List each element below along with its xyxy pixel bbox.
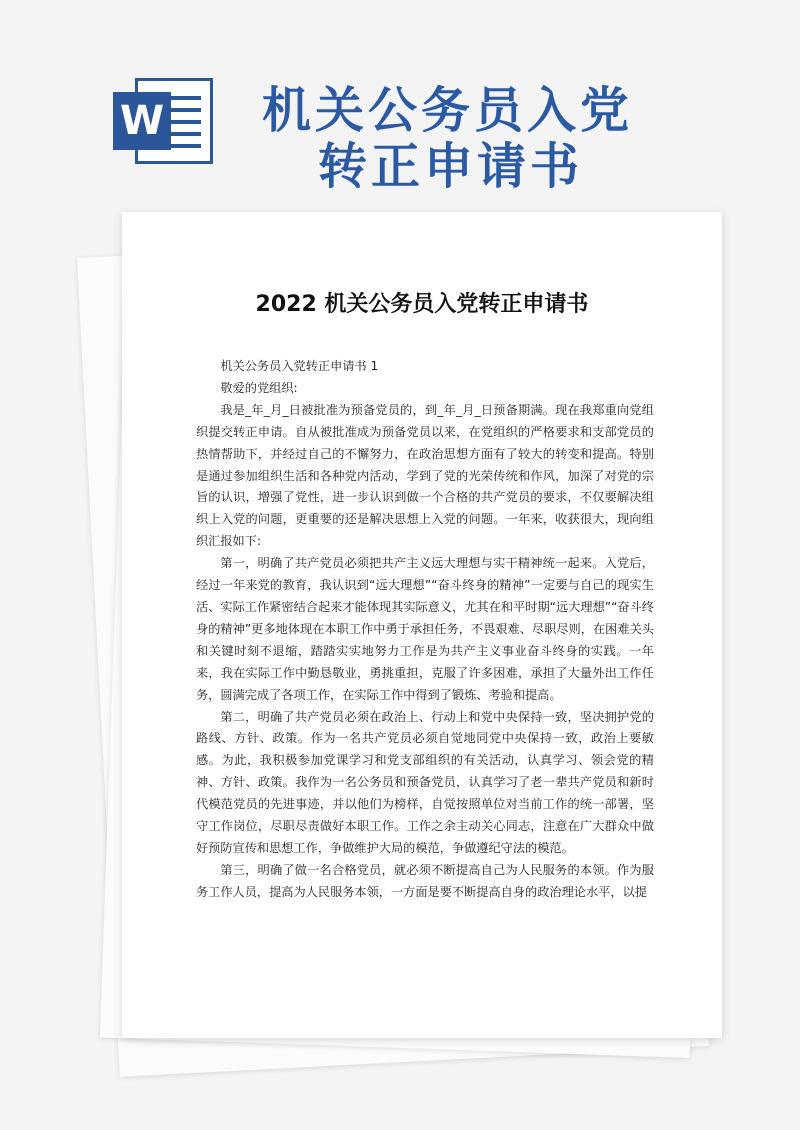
header-title-line2: 转正申请书 xyxy=(318,138,584,195)
word-icon xyxy=(113,78,213,164)
paragraph-heading: 机关公务员入党转正申请书 1 xyxy=(220,359,379,373)
word-icon-badge: W xyxy=(113,92,171,150)
paragraph: 第一，明确了共产党员必须把共产主义远大理想与实干精神统一起来。入党后，经过一年来党的教育，我认识到“远大理想”“奋斗终身的精神”一定要与自己的现实生活、实际工作紧密结合起来才能体现其实际意义，尤其在和平时期“远大理想”“奋斗终身的精神”更多地体现在本职工作中勇于承担任务，不畏艰难、尽职尽则，在困难关头和关键时刻不退缩，踏踏实实地努力工作是为共产主义事业奋斗终身的实践。一年来，我在实际工作中勤恳敬业，勇挑重担，克服了许多困难，承担了大量外出工作任务，圆满完成了各项工作，在实际工作中得到了锻炼、考验和提高。 xyxy=(196,556,654,702)
paragraph: 第二，明确了共产党员必须在政治上、行动上和党中央保持一致，坚决拥护党的路线、方针、政策。作为一名共产党员必须自觉地同党中央保持一致，政治上要敏感。为此，我积极参加党课学习和党支部组织的有关活动，认真学习、领会党的精神、方针、政策。我作为一名公务员和预备党员，认真学习了老一辈共产党员和新时代模范党员的先进事迹，并以他们为榜样，自觉按照单位对当前工作的统一部署，坚守工作岗位，尽职尽责做好本职工作。工作之余主动关心同志，注意在广大群众中做好预防宣传和思想工作，争做维护大局的模范，争做遵纪守法的模范。 xyxy=(196,709,654,855)
paragraph-salutation: 敬爱的党组织: xyxy=(220,380,298,395)
paragraph: 第三，明确了做一名合格党员，就必须不断提高自己为人民服务的本领。作为服务工作人员，提高为人民服务本领，一方面是要不断提高自身的政治理论水平，以提 xyxy=(196,862,654,899)
document-title: 2022 机关公务员入党转正申请书 xyxy=(255,292,589,317)
paragraph: 我是_年_月_日被批准为预备党员的，到_年_月_日预备期满。现在我郑重向党组织提交转正申请。自从被批准成为预备党员以来，在党组织的严格要求和支部党员的热情帮助下，并经过自己的不懈努力，在政治思想方面有了较大的转变和提高。特别是通过参加组织生活和各种党内活动，学到了党的光荣传统和作风，加深了对党的宗旨的认识，增强了党性，进一步认识到做一个合格的共产党员的要求，不仅要解决组织上入党的问题，更重要的还是解决思想上入党的问题。一年来，收获很大，现向组织汇报如下: xyxy=(196,402,654,549)
document-page xyxy=(122,212,722,1038)
header xyxy=(0,0,800,205)
header-title-line1: 机关公务员入党 xyxy=(262,82,634,139)
document-body xyxy=(196,356,654,904)
